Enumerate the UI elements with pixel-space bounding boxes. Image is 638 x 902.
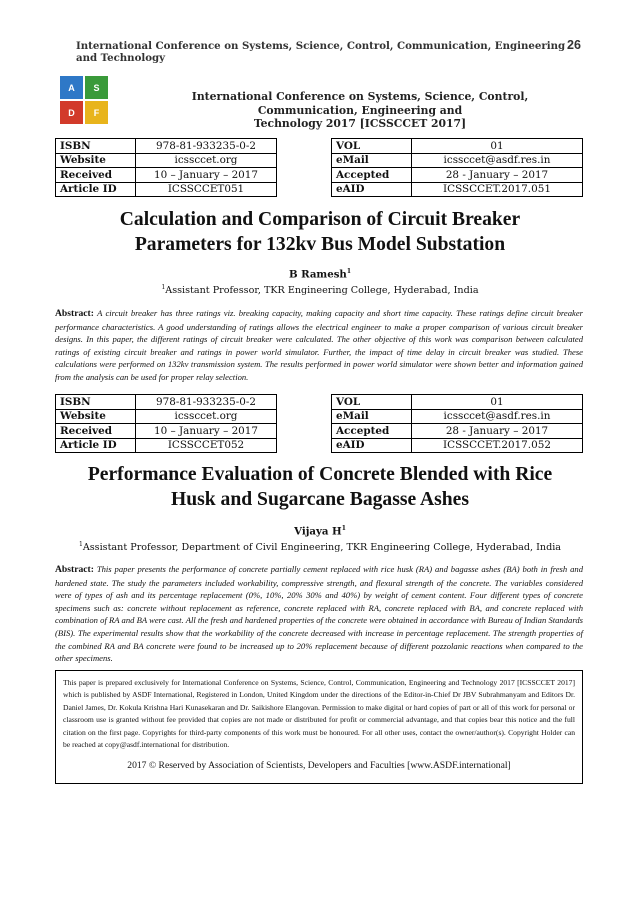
- logo-letter-s: S: [85, 76, 108, 99]
- author-sup: 1: [346, 268, 352, 275]
- conference-title-line1: International Conference on Systems, Science, Control, Communication, Engineering and: [191, 90, 529, 117]
- article1-affiliation: [50, 284, 590, 296]
- meta-key: eAID: [332, 182, 412, 197]
- affiliation-text: Assistant Professor, Department of Civil Engineering, TKR Engineering College, Hyderabad, India: [82, 542, 562, 554]
- abstract-label: Abstract:: [55, 308, 94, 319]
- logo-letter-a: A: [60, 76, 83, 99]
- meta-key: Accepted: [332, 424, 412, 439]
- table-row: [332, 424, 583, 439]
- abstract-text: A circuit breaker has three ratings viz. breaking capacity, making capacity and short time capacity. These ratings define circuit breaker performance characteristics. A good understanding of ratings allows the electrical engineer to make a proper comparison of various circuit breaker designs. In this paper, the different ratings of circuit breaker were calculated. The other objective of this work was comparison between calculated ratings of existing circuit breaker and ratings in power world simulator. Further, the impact of time delay in circuit breaker was studied. These calculations were performed on 132kv transmission system. The results performed in power world simulator were shown better and information gained from the analysis can be used for proper relay selection.: [55, 308, 583, 382]
- author-name: B Ramesh: [288, 268, 347, 281]
- meta-value: 10 – January – 2017: [136, 168, 277, 183]
- meta-value: 01: [412, 139, 583, 154]
- meta-key: Article ID: [56, 438, 136, 453]
- abstract-text: This paper presents the performance of concrete partially cement replaced with rice husk (RA) and bagasse ashes (BA) both in fresh and hardened state. The study the parameters included workability, compressive strength, and flexural strength of the concrete. The variables considered were of types of ash and its percentage replacement (0%, 10%, 20% 30% and 40%) by weight of cement content. Four different types of concrete specimens such as: concrete without replacement as reference, concrete replaced with RA, concrete replaced with BA, and concrete replaced with combination of RA and BA were cast. All the fresh and hardened properties of the concrete were obtained in accordance with Bureau of Indian Standards (BIS). The experimental results show that the workability of the concrete decreased with increase in percentage replacement. The strength properties of the combined RA and BA concrete were found to be increased up to 20% replacement because of different pozzolanic reactions when compared to the other specimens.: [55, 564, 583, 664]
- table-row: [332, 182, 583, 197]
- affiliation-sup: 1: [78, 541, 83, 548]
- meta-key: Website: [56, 153, 136, 168]
- running-header: International Conference on Systems, Science, Control, Communication, Engineering and Technology: [76, 40, 566, 64]
- meta-value: ICSSCCET051: [136, 182, 277, 197]
- meta-value: 978-81-933235-0-2: [136, 139, 277, 154]
- meta-value: 10 – January – 2017: [136, 424, 277, 439]
- table-row: [56, 153, 277, 168]
- article1-meta-right: [331, 138, 583, 197]
- meta-value: icssccet.org: [136, 409, 277, 424]
- logo-letter-d: D: [60, 101, 83, 124]
- article2-title-line1: Performance Evaluation of Concrete Blended with Rice: [87, 464, 553, 485]
- table-row: [332, 395, 583, 410]
- article2-author: [50, 525, 590, 537]
- meta-value: ICSSCCET052: [136, 438, 277, 453]
- meta-value: 28 - January – 2017: [412, 168, 583, 183]
- copyright-rights-line: 2017 © Reserved by Association of Scientists, Developers and Faculties [www.ASDF.international]: [127, 760, 511, 771]
- meta-key: Accepted: [332, 168, 412, 183]
- meta-value: ICSSCCET.2017.052: [412, 438, 583, 453]
- table-row: [332, 409, 583, 424]
- table-row: [56, 424, 277, 439]
- table-row: [332, 139, 583, 154]
- copyright-notice-text: This paper is prepared exclusively for International Conference on Systems, Science, Control, Communication, Engineering and Technology 2017 [ICSSCCET 2017] which is published by ASDF International, Registered in London, United Kingdom under the directions of the Editor-in-Chief Dr JBV Subrahmanyam and Editors Dr. Daniel James, Dr. Kokula Krishna Hari Kunasekaran and Dr. Saikishore Elangovan. Permission to make digital or hard copies of part or all of this work for personal or classroom use is granted without fee provided that copies are not made or distributed for profit or commercial advantage, and that copies bear this notice and the full citation on the first page. Copyrights for third-party components of this work must be honoured. For all other uses, contact the owner/author(s). Copyright Holder can be reached at copy@asdf.international for distribution.: [63, 678, 575, 750]
- meta-key: ISBN: [56, 395, 136, 410]
- meta-value: icssccet.org: [136, 153, 277, 168]
- table-row: [56, 395, 277, 410]
- meta-key: ISBN: [56, 139, 136, 154]
- article1-title-line2: Parameters for 132kv Bus Model Substation: [134, 233, 506, 255]
- table-row: [332, 438, 583, 453]
- author-name: Vijaya H: [294, 525, 342, 538]
- meta-value: ICSSCCET.2017.051: [412, 182, 583, 197]
- meta-key: Website: [56, 409, 136, 424]
- article2-abstract: [55, 563, 583, 665]
- table-row: [56, 438, 277, 453]
- meta-key: eMail: [332, 409, 412, 424]
- article1-meta-left: [55, 138, 277, 197]
- table-row: [56, 182, 277, 197]
- meta-key: VOL: [332, 395, 412, 410]
- affiliation-text: Assistant Professor, TKR Engineering College, Hyderabad, India: [165, 285, 479, 297]
- conference-title: [150, 90, 570, 131]
- copyright-notice-box: [55, 670, 583, 784]
- meta-value: icssccet@asdf.res.in: [412, 409, 583, 424]
- conference-title-line2: Technology 2017 [ICSSCCET 2017]: [253, 117, 467, 130]
- table-row: [332, 153, 583, 168]
- article2-meta-left: [55, 394, 277, 453]
- page-number: 26: [567, 38, 581, 52]
- asdf-logo: [60, 76, 108, 124]
- article1-abstract: [55, 307, 583, 384]
- meta-value: 01: [412, 395, 583, 410]
- article2-title: [50, 463, 590, 512]
- table-row: [56, 409, 277, 424]
- article2-meta-right: [331, 394, 583, 453]
- article2-affiliation: [50, 541, 590, 553]
- article1-author: [50, 268, 590, 280]
- meta-value: icssccet@asdf.res.in: [412, 153, 583, 168]
- author-sup: 1: [341, 525, 346, 532]
- meta-key: eAID: [332, 438, 412, 453]
- affiliation-sup: 1: [161, 284, 166, 291]
- logo-letter-f: F: [85, 101, 108, 124]
- article1-title-line1: Calculation and Comparison of Circuit Breaker: [119, 209, 521, 230]
- abstract-label: Abstract:: [55, 564, 94, 575]
- meta-key: VOL: [332, 139, 412, 154]
- meta-key: Article ID: [56, 182, 136, 197]
- meta-key: Received: [56, 424, 136, 439]
- article2-title-line2: Husk and Sugarcane Bagasse Ashes: [171, 488, 469, 510]
- table-row: [332, 168, 583, 183]
- table-row: [56, 139, 277, 154]
- article1-title: [50, 208, 590, 257]
- table-row: [56, 168, 277, 183]
- meta-value: 28 - January – 2017: [412, 424, 583, 439]
- meta-key: eMail: [332, 153, 412, 168]
- meta-value: 978-81-933235-0-2: [136, 395, 277, 410]
- meta-key: Received: [56, 168, 136, 183]
